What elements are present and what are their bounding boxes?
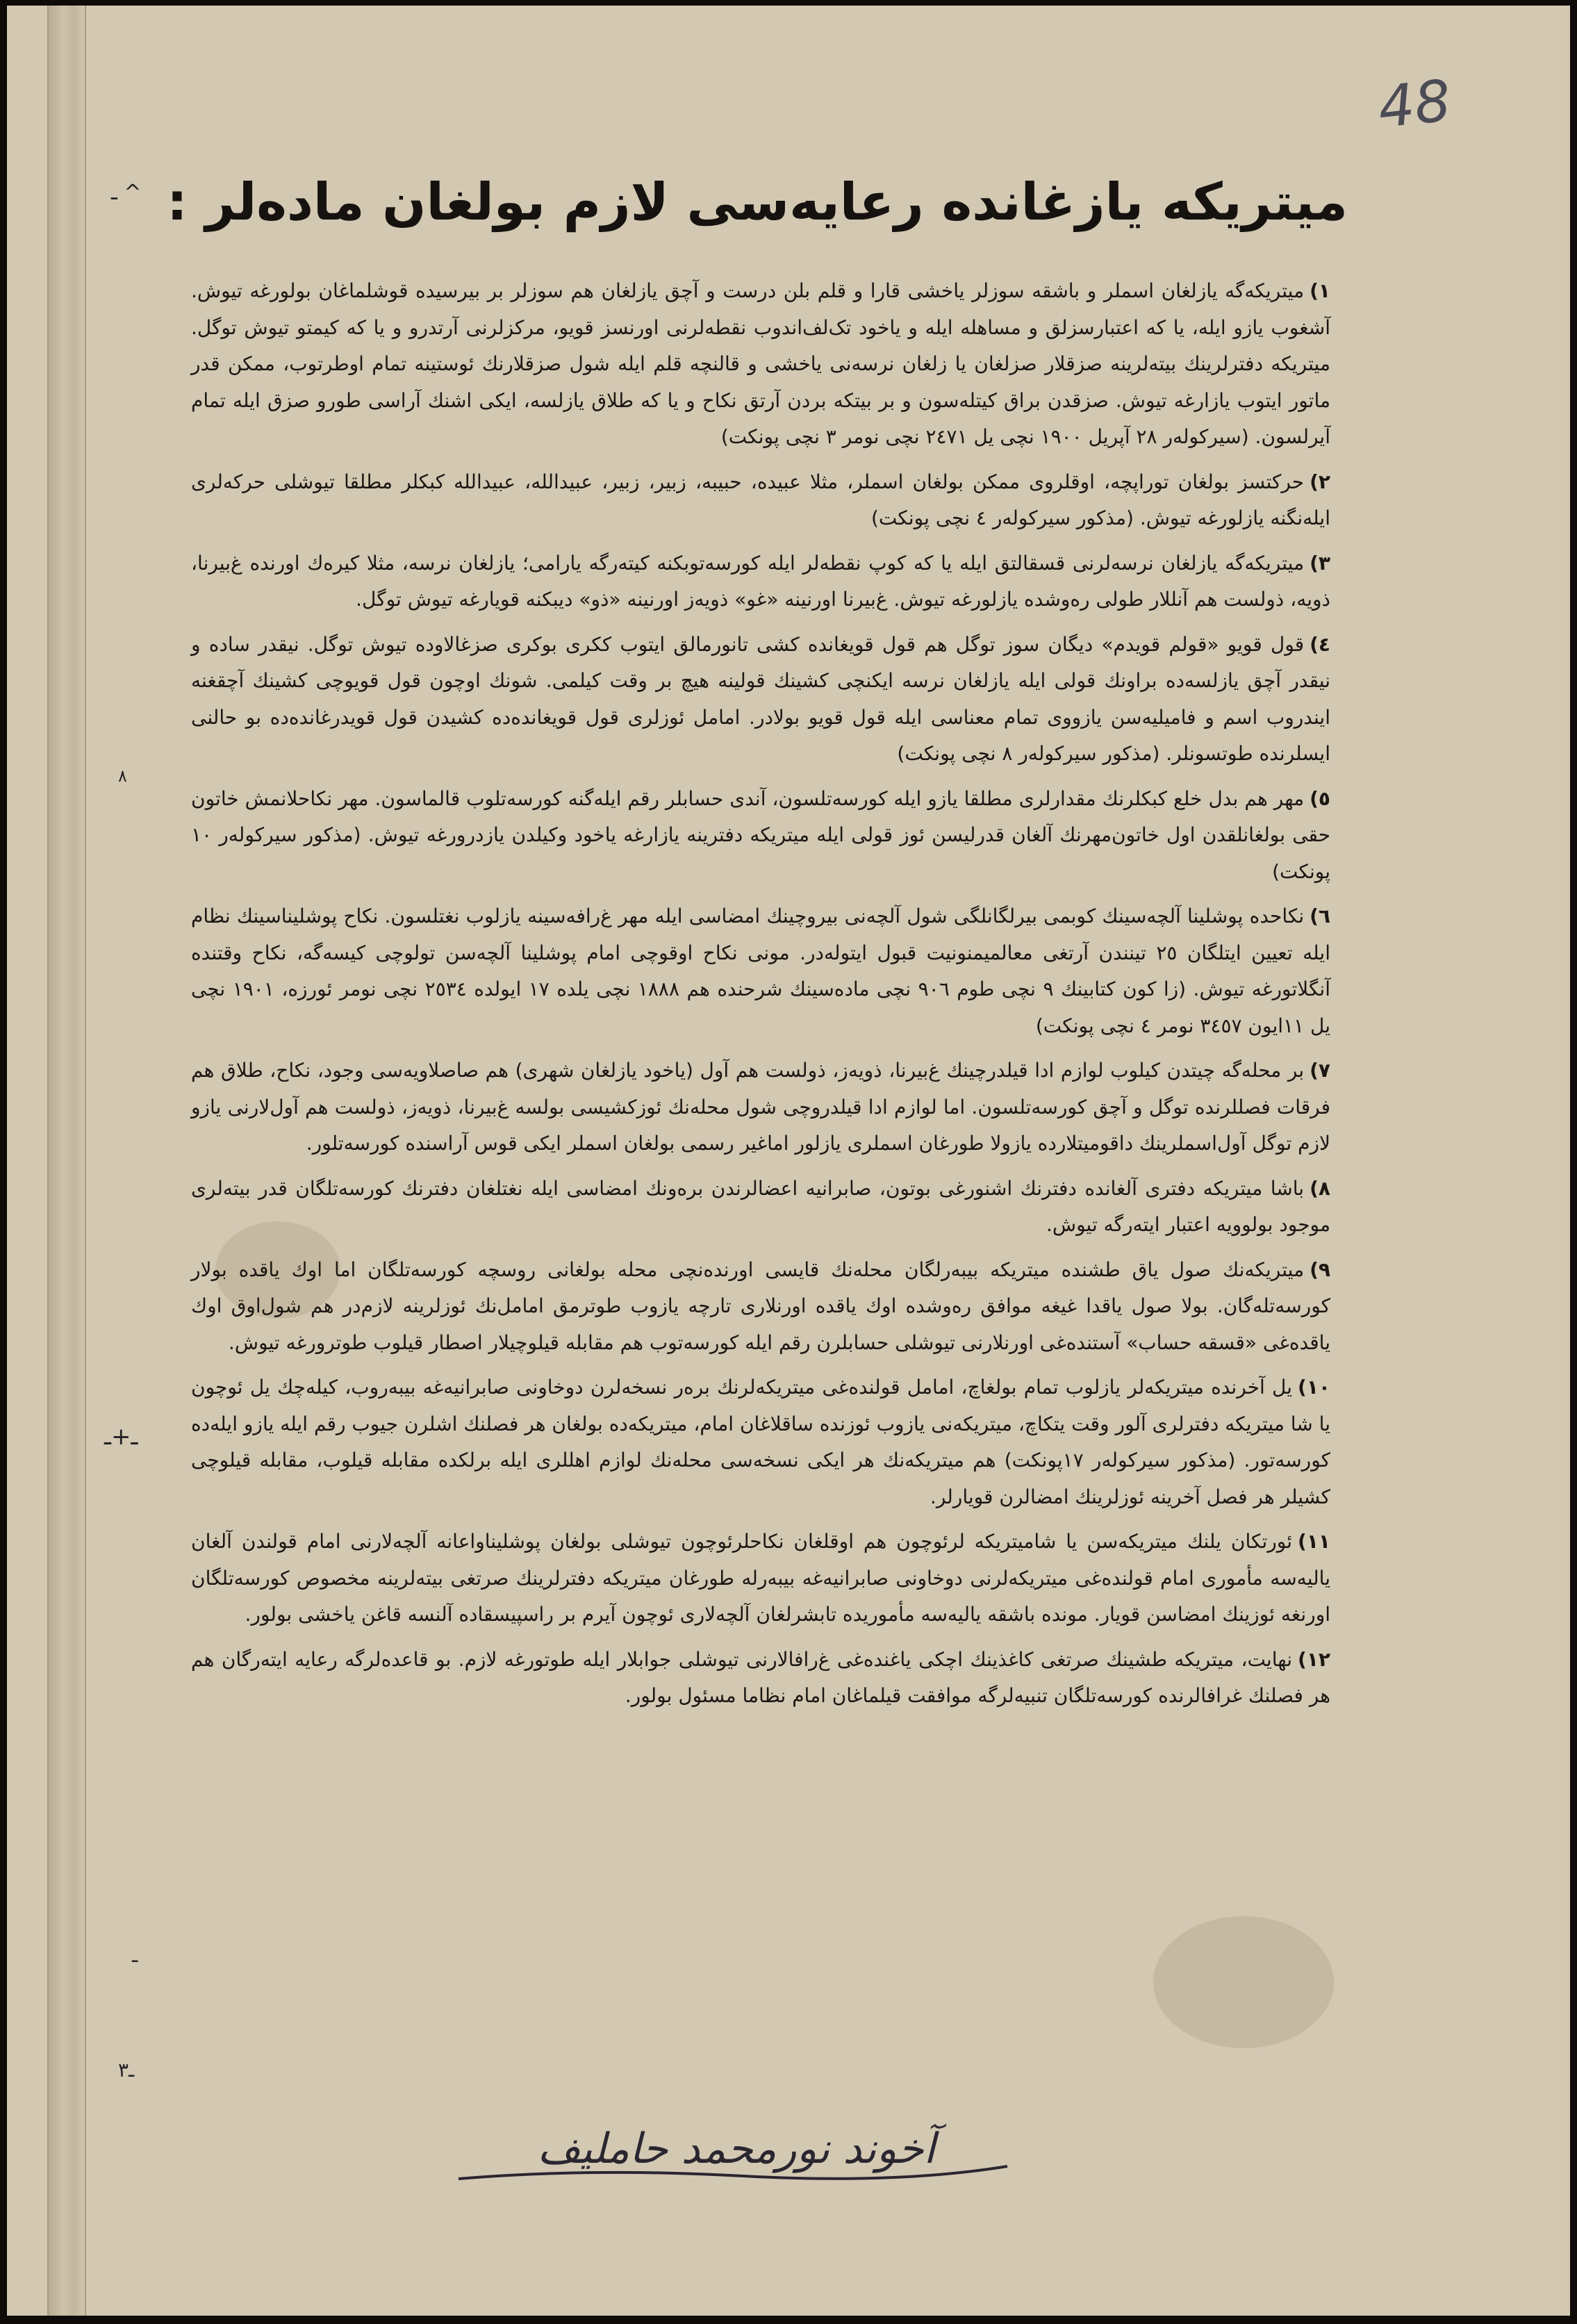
paragraph-1	[191, 273, 1330, 456]
paragraph-text: قول قویو «قولم قویدم» دیگان سوز توگل هم قول قویغانده کشی تانورمالق ایتوب ککری بوکری صزغالاوده تیوش توگل. نیقدر ساده و نیقدر آچق یازلسه‌ده براونك قولی ایله یازلغان نرسه ایکنچی کشینك قولینه هیچ بر وقت کیلمی. شونك اوچون قول قویوچی کشینك آچقغنه ایندروب اسم و فامیلیه‌سن یازووی تمام معناسی ایله قول قویو بولادر. امامل ئوزلری قول قویغانده‌ده کشیدن قول قویدرغانده‌ده بو حالنی ایسلرنده طوتسونلر. (مذکور سیرکوله‌ر ٨ نچی پونکت)	[191, 632, 1330, 765]
paragraph-text: میتریکه‌گه یازلغان نرسه‌لرنی قسقالتق ایله یا که کوپ نقطه‌لر ایله کورسه‌توبکنه کیته‌رگه یارامی؛ یازلغان نرسه، مثلا کیره‌ك اورنده غ‌بیرنا، ذویه‌، ذولست هم آنللار طولی ره‌وشده یازلورغه تیوش. غ‌بیرنا اورنینه «غو» ذویه‌ز اورنینه «ذو» دیبکنه قویارغه تیوش توگل.	[191, 551, 1330, 611]
margin-mark: ـ+ـ	[104, 1423, 138, 1451]
document-page	[7, 6, 1570, 2316]
margin-mark: ـ ^	[111, 181, 142, 205]
paragraph-number: ١)	[1310, 279, 1330, 302]
paragraph-text: میتریکه‌نك صول یاق طشنده میتریکه بیبه‌رلگان محله‌نك قایسی اورنده‌نچی محله بولغانی روسچه کورسه‌تلگان اما اوك یاقده بولار کورسه‌تله‌گان. بولا صول یاقدا غیغه موافق ره‌وشده اوك یاقده اورنلاری تارچه یازوب طوترمق امامل‌نك ئوزلرینه لازم‌در هم شول‌اوق اوك یاقده‌غی «قسقه حساب» آستنده‌غی اورنلارنی تیوشلی حسابلرن رقم ایله کورسه‌توب هم مقابله قیلوچیلار اصطار قیلوب طوترورغه تیوش.	[191, 1258, 1330, 1354]
paragraph-7	[191, 1053, 1330, 1162]
paragraph-text: نهایت، میتریکه طشینك صرتغی کاغذینك اچکی یاغنده‌غی غ‌رافالارنی تیوشلی جوابلار ایله طوتورغه لازم. بو قاعده‌لرگه رعایه ایته‌رگان هم هر فصلنك غرافالرنده کورسه‌تلگان تنبیه‌لرگه موافقت قیلماغان امام نظاما مسئول بولور.	[191, 1647, 1330, 1707]
paragraph-12	[191, 1642, 1330, 1715]
paragraph-number: ١١)	[1298, 1530, 1330, 1553]
paragraph-2	[191, 464, 1330, 537]
paragraph-text: نکاحده پوشلینا آلچه‌سینك کوبمی بیرلگانلگی شول آلچه‌نی بیروچینك امضاسی ایله مهر غ‌رافه‌سینه یازلوب نغتلسون. نکاح پوشلیناسینك نظام ایله تعیین ایتلگان ٢٥ تینندن آرتغی معالمیمنونیت قبول ایتوله‌در. مونی نکاح اوقوچی امام پوشلینا آلچه‌سن تولوچی کیسه‌گه، نکاح وقتنده آنگلاتورغه تیوش. (زا کون کتابینك ٩ نچی طوم ٩٠٦ نچی ماده‌سینك شرحنده هم ١٨٨٨ نچی یلده ١٧ ایولده ٢٥٣٤ نچی نومر ئورزه، ١٩٠١ نچی یل ١١ایون ٣٤٥٧ نومر ٤ نچی پونکت)	[191, 905, 1330, 1037]
margin-mark: ـ٣	[118, 2059, 135, 2082]
paragraph-6	[191, 898, 1330, 1044]
paragraph-text: ئورتکان یلنك میتریکه‌سن یا شامیتریکه لرئوچون هم اوقلغان نکاحلرئوچون تیوشلی بولغان پوشلیناواعانه آلچه‌لارنی امام قولندن آلغان یالیه‌سه مأموری امام قولنده‌غی میتریکه‌لرنی دوخاونی صابرانیه‌غه بیبه‌رله طورغان میتریکه دفترلرینك صرتغی بیته‌لرینه مخصوص کورسه‌تلگان اورنغه ئوزینك امضاسن قویار. مونده باشقه یالیه‌سه مأموریده تابشرلغان آلچه‌لاری ئوچون آیرم بر راسپیسقاده آلنسه قاغن یاخشی بولور.	[191, 1530, 1330, 1626]
paragraph-text: بر محله‌گه چیتدن کیلوب لوازم ادا قیلدرچینك غ‌بیرنا، ذویه‌ز، ذولست هم آول (یاخود یازلغان شهری) هم صاصلاویه‌سی وجود، نکاح، طلاق هم فرقات فصللرنده توگل و آچق کورسه‌تلسون. اما لوازم ادا قیلدروچی شول محله‌نك ئوزکشیسی بولسه غ‌بیرنا، ذویه‌ز، ذولست هم آول‌لارنی یازو لازم توگل آول‌اسملرینك داقومیتلارده یازولا طورغان اسملری یازلور اماغیر رسمی بولغان اسملر ایکی قوس آراسنده کورسه‌تلور.	[191, 1059, 1330, 1155]
paragraph-9	[191, 1252, 1330, 1362]
paragraph-10	[191, 1369, 1330, 1515]
paragraph-3	[191, 545, 1330, 618]
document-title: میتریکه یازغانده رعایه‌سی لازم بولغان ماده‌لر :	[167, 172, 1348, 232]
paragraph-5	[191, 781, 1330, 891]
paragraph-number: ٣)	[1310, 551, 1330, 575]
margin-mark: ٨	[118, 766, 127, 786]
paragraph-number: ٧)	[1310, 1059, 1330, 1082]
signature-text: آخوند نورمحمد حاملیف	[537, 2125, 936, 2173]
paragraph-11	[191, 1524, 1330, 1633]
paragraph-number: ١٢)	[1298, 1647, 1330, 1671]
signature	[452, 2125, 1021, 2201]
paragraph-number: ١٠)	[1298, 1376, 1330, 1399]
paragraph-text: میتریکه‌گه یازلغان اسملر و باشقه سوزلر یاخشی قارا و قلم بلن درست و آچق یازلغان هم سوزلر بر بیرسیده قوشلماغان بولورغه تیوش. آشغوب یازو ایله، یا که اعتبارسزلق و مساهله ایله و یاخود تک‌لف‌اندوب نقطه‌لرنی اورنسز قویو، مرکزلرنی آرتدرو و یا که کیمتو تیوش توگل. میتریکه دفترلرینك بیته‌لرینه صزقلار صزلغان یا زلغان نرسه‌نی یاخشی و قالنچه قلم ایله شول صزقلارنك ئوستینه تمام اوطرتوب، ممکن قدر ماتور ایتوب یازارغه تیوش. صزقدن براق کیتله‌سون و بر بیتکه بردن آرتق نکاح و یا که طلاق یازلسه، ایکی اشنك آراسی طورو صزق ایله تمام آیرلسون. (سیرکوله‌ر ٢٨ آپریل ١٩٠٠ نچی یل ٢٤٧١ نچی نومر ٣ نچی پونکت)	[191, 279, 1330, 448]
paragraph-8	[191, 1171, 1330, 1244]
paragraph-number: ٨)	[1310, 1176, 1330, 1200]
paragraph-text: حرکتسز بولغان توراپچه، اوقلروی ممکن بولغان اسملر، مثلا عبیده، حبیبه، زبیر، زبیر، عبیدالله، عبیدالله کبکلر مطلقا تیوشلی حرکه‌لری ایله‌نگنه یازلورغه تیوش. (مذکور سیرکوله‌ر ٤ نچی پونکت)	[191, 470, 1330, 529]
paper-stain	[1153, 1916, 1334, 2048]
paragraph-text: یل آخرنده میتریکه‌لر یازلوب تمام بولغاچ، امامل قولنده‌غی میتریکه‌لرنك بره‌ر نسخه‌لرن دوخاونی صابرانیه‌غه بیبه‌روب، کیله‌چك یل ئوچون یا شا میتریکه دفترلری آلور وقت یتکاچ، میتریکه‌نی یازوب ئوزنده ساقلاغان امام، میتریکه‌ده بولغان هر فصلنك اشلرن جیوب رقم ایله یازو ایله‌ده کورسه‌تور. (مذکور سیرکوله‌ر ١٧پونکت) هم میتریکه‌نك هر ایکی نسخه‌سی محله‌نك لوازم اهللری ایله برلکده مقابله قیلوب، مقابله قیلوچی کشیلر هر فصل آخرینه ئوزلرینك امضالرن قویارلر.	[191, 1376, 1330, 1508]
signature-flourish	[452, 2125, 1021, 2201]
paragraph-text: باشا میتریکه دفتری آلغانده دفترنك اشنورغی بوتون، صابرانیه اعضالرندن بره‌ونك امضاسی ایله نغتلغان دفترنك کورسه‌تلگان قدر بیته‌لری موجود بولوویه اعتبار ایته‌رگه تیوش.	[191, 1176, 1330, 1236]
margin-mark: ـ	[132, 1944, 138, 1967]
paragraph-number: ٦)	[1310, 905, 1330, 928]
binding-fold	[47, 6, 86, 2316]
document-body	[191, 273, 1330, 1723]
folio-number: 48	[1374, 67, 1454, 142]
paragraph-number: ٢)	[1310, 470, 1330, 493]
paragraph-number: ٤)	[1310, 632, 1330, 656]
paragraph-4	[191, 627, 1330, 773]
paragraph-number: ٩)	[1310, 1258, 1330, 1281]
paragraph-number: ٥)	[1310, 786, 1330, 810]
paragraph-text: مهر هم بدل خلع کبکلرنك مقدارلری مطلقا یازو ایله کورسه‌تلسون، آندی حسابلر رقم ایله‌گنه کورسه‌تلوب قالماسون. مهر نکاحلانمش خاتون حقی بولغانلقدن اول خاتون‌مهرنك آلغان قدرلیسن ئوز قولی ایله میتریکه دفترینه یازارغه یاخود وکیلدن یازدرورغه تیوش. (مذکور سیرکوله‌ر ١٠ پونکت)	[191, 786, 1330, 883]
